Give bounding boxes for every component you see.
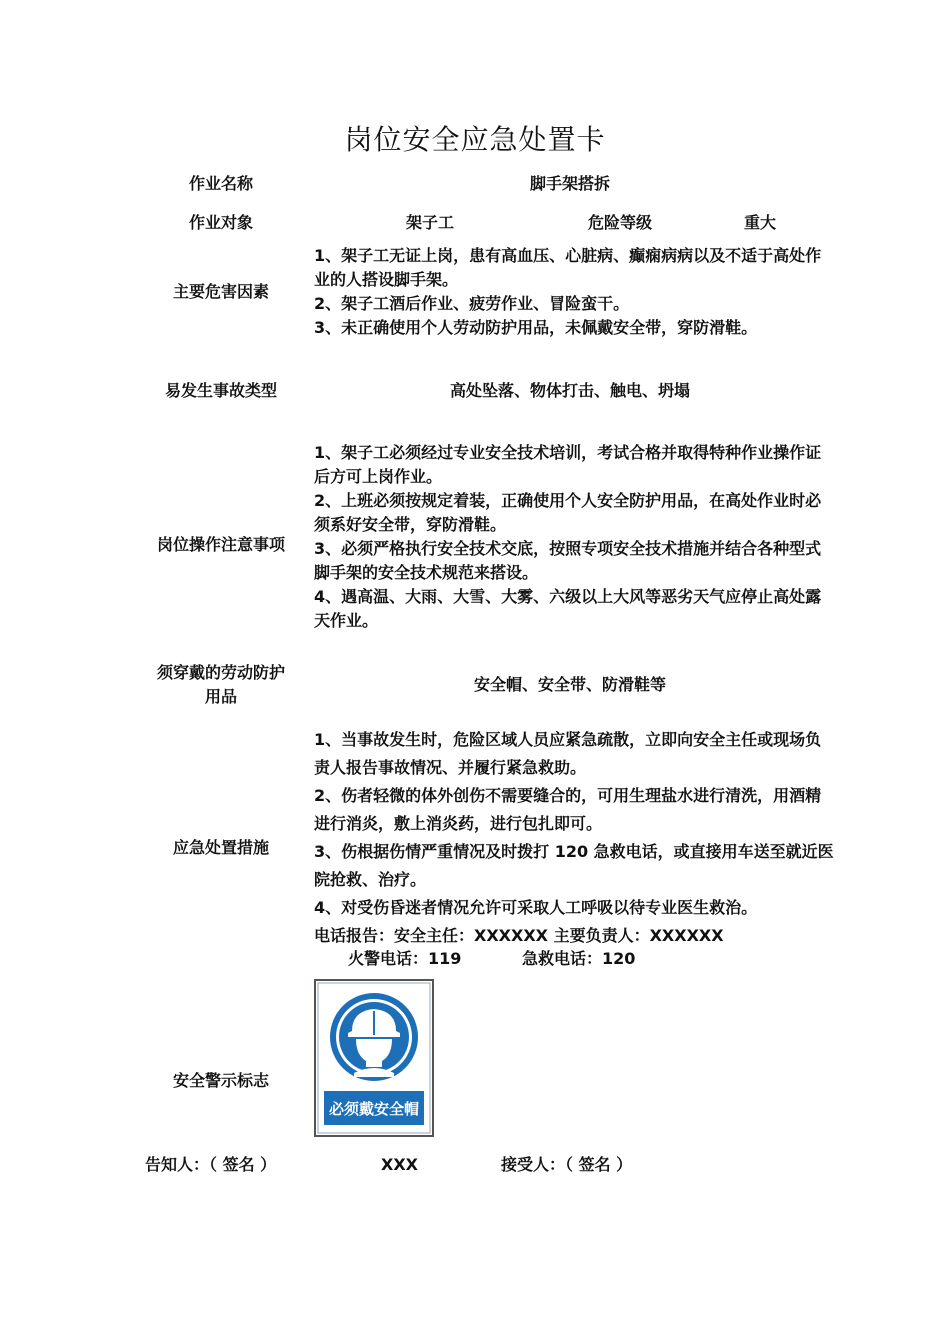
- accident-types-value: 高处坠落、物体打击、触电、坍塌: [449, 381, 690, 400]
- precaution-item: 3、必须严格执行安全技术交底，按照专项安全技术措施并结合各种型式脚手架的安全技术规范来搭设。: [314, 539, 822, 582]
- hazards-label: 主要危害因素: [172, 282, 269, 301]
- helmet-sign: [314, 979, 434, 1137]
- precaution-item: 1、架子工必须经过专业安全技术培训，考试合格并取得特种作业操作证后方可上岗作业。: [314, 443, 822, 486]
- emergency-item: 1、当事故发生时，危险区域人员应紧急疏散，立即向安全主任或现场负责人报告事故情况、并履行紧急救助。: [314, 730, 822, 777]
- work-name-value: 脚手架搭拆: [529, 174, 610, 193]
- hazard-item: 3、未正确使用个人劳动防护用品，未佩戴安全带，穿防滑鞋。: [314, 318, 758, 337]
- ppe-label-line1: 须穿戴的劳动防护: [156, 663, 285, 682]
- precautions-label: 岗位操作注意事项: [156, 535, 285, 554]
- precaution-item: 4、遇高温、大雨、大雪、大雾、六级以上大风等恶劣天气应停止高处露天作业。: [314, 587, 822, 630]
- work-name-label: 作业名称: [188, 174, 253, 193]
- emergency-list: [314, 726, 834, 950]
- emergency-item: 2、伤者轻微的体外创伤不需要缝合的，可用生理盐水进行清洗，用酒精进行消炎，敷上消炎药，进行包扎即可。: [314, 786, 822, 833]
- page-title: 岗位安全应急处置卡: [344, 123, 606, 156]
- emergency-item: 4、对受伤昏迷者情况允许可采取人工呼吸以待专业医生救治。: [314, 898, 758, 917]
- aid-phone: 急救电话：120: [522, 949, 636, 968]
- hazard-item: 2、架子工酒后作业、疲劳作业、冒险蛮干。: [314, 294, 630, 313]
- helmet-sign-text: 必须戴安全帽: [328, 1100, 419, 1118]
- fire-phone: 火警电话：119: [348, 949, 462, 968]
- ppe-label: [140, 661, 302, 709]
- hazard-item: 1、架子工无证上岗，患有高血压、心脏病、癫痫病病以及不适于高处作业的人搭设脚手架。: [314, 246, 822, 289]
- ppe-value: 安全帽、安全带、防滑鞋等: [473, 675, 666, 694]
- phone-report: 电话报告：安全主任：XXXXXX 主要负责人：XXXXXX: [314, 926, 724, 945]
- warning-sign-label: 安全警示标志: [172, 1071, 269, 1090]
- work-object-value: 架子工: [405, 213, 454, 232]
- ppe-label-line2: 用品: [204, 687, 237, 706]
- informer-name: XXX: [381, 1155, 419, 1174]
- precautions-list: [314, 441, 834, 633]
- precaution-item: 2、上班必须按规定着装，正确使用个人安全防护用品，在高处作业时必须系好安全带，穿防滑鞋。: [314, 491, 822, 534]
- accident-types-label: 易发生事故类型: [164, 381, 277, 400]
- work-object-label: 作业对象: [188, 213, 253, 232]
- receiver-label: 接受人：（ 签名 ）: [501, 1155, 633, 1174]
- hazards-list: [314, 244, 834, 340]
- emergency-label: 应急处置措施: [172, 838, 269, 857]
- risk-level-label: 危险等级: [587, 213, 652, 232]
- emergency-item: 3、伤根据伤情严重情况及时拨打 120 急救电话，或直接用车送至就近医院抢救、治疗。: [314, 842, 834, 889]
- risk-level-value: 重大: [743, 213, 776, 232]
- informer-label: 告知人：（ 签名 ）: [145, 1155, 277, 1174]
